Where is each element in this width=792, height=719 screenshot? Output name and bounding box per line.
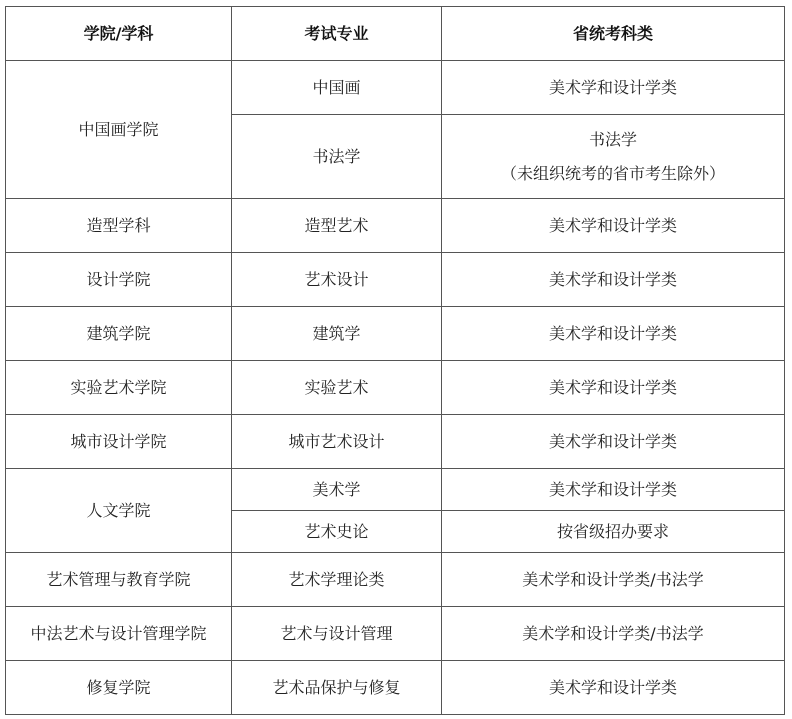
table-row <box>6 307 785 361</box>
header-major: 考试专业 <box>232 7 442 61</box>
table-row <box>6 199 785 253</box>
category-cell: 美术学和设计学类 <box>442 307 785 361</box>
college-cell: 中法艺术与设计管理学院 <box>6 607 232 661</box>
table-row <box>6 61 785 115</box>
category-cell: 美术学和设计学类 <box>442 253 785 307</box>
header-category: 省统考科类 <box>442 7 785 61</box>
category-cell: 美术学和设计学类 <box>442 199 785 253</box>
table-row <box>6 469 785 511</box>
major-cell: 造型艺术 <box>232 199 442 253</box>
major-cell: 城市艺术设计 <box>232 415 442 469</box>
college-cell: 修复学院 <box>6 661 232 715</box>
major-cell: 中国画 <box>232 61 442 115</box>
college-cell: 人文学院 <box>6 469 232 553</box>
college-cell: 设计学院 <box>6 253 232 307</box>
table-row <box>6 661 785 715</box>
admission-table <box>5 6 785 715</box>
category-cell: 美术学和设计学类 <box>442 469 785 511</box>
major-cell: 艺术史论 <box>232 511 442 553</box>
college-cell: 实验艺术学院 <box>6 361 232 415</box>
category-text: 书法学 <box>588 130 637 150</box>
category-cell: 美术学和设计学类/书法学 <box>442 553 785 607</box>
college-cell: 艺术管理与教育学院 <box>6 553 232 607</box>
major-cell: 实验艺术 <box>232 361 442 415</box>
college-cell: 造型学科 <box>6 199 232 253</box>
major-cell: 艺术与设计管理 <box>232 607 442 661</box>
table-row <box>6 553 785 607</box>
major-cell: 艺术学理论类 <box>232 553 442 607</box>
header-college: 学院/学科 <box>6 7 232 61</box>
major-cell: 艺术设计 <box>232 253 442 307</box>
category-cell: 美术学和设计学类 <box>442 415 785 469</box>
major-cell: 美术学 <box>232 469 442 511</box>
category-cell <box>442 115 785 199</box>
category-cell: 美术学和设计学类/书法学 <box>442 607 785 661</box>
major-cell: 建筑学 <box>232 307 442 361</box>
college-cell: 中国画学院 <box>6 61 232 199</box>
category-cell: 美术学和设计学类 <box>442 661 785 715</box>
category-cell: 按省级招办要求 <box>442 511 785 553</box>
major-cell: 艺术品保护与修复 <box>232 661 442 715</box>
college-cell: 城市设计学院 <box>6 415 232 469</box>
category-note: （未组织统考的省市考生除外） <box>500 163 725 183</box>
major-cell: 书法学 <box>232 115 442 199</box>
table-row <box>6 361 785 415</box>
category-cell: 美术学和设计学类 <box>442 361 785 415</box>
college-cell: 建筑学院 <box>6 307 232 361</box>
table-row <box>6 415 785 469</box>
header-row <box>6 7 785 61</box>
table-row <box>6 607 785 661</box>
table-row <box>6 253 785 307</box>
category-cell: 美术学和设计学类 <box>442 61 785 115</box>
